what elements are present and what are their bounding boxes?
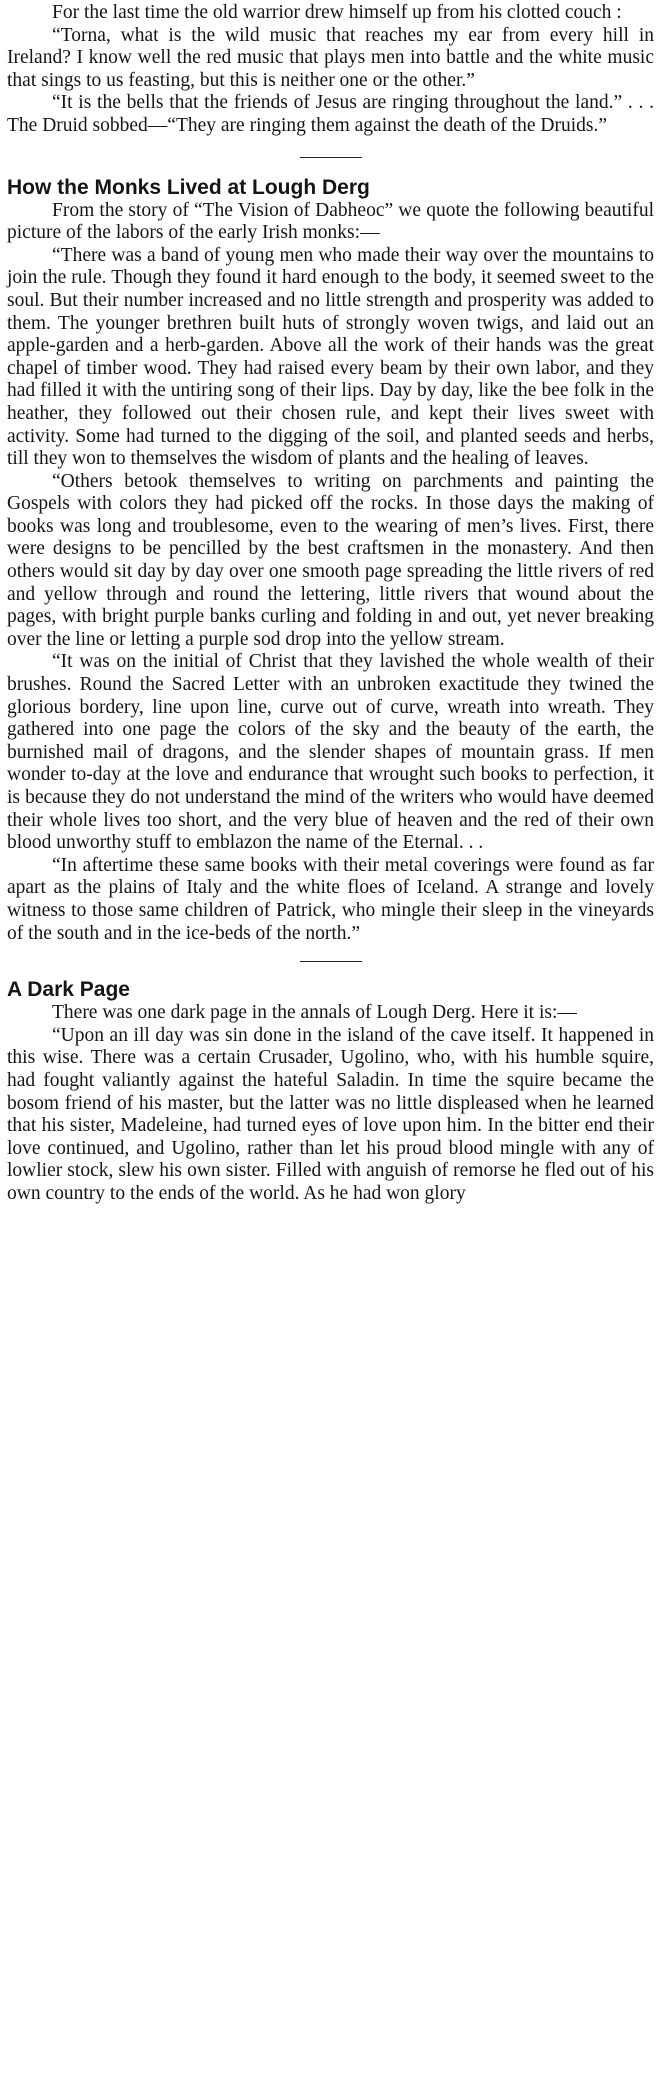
dark-paragraph-2: “Upon an ill day was sin done in the island of the cave itself. It happened in this wise. There was a certain Crusader, Ugolino, who, with his humble squire, had fought valiantly against the hateful Saladin. In time the squire became the bosom friend of his master, but the latter was no little displeased when he learned that his sister, Madeleine, had turned eyes of love upon him. In the bitter end their love continued, and Ugolino, rather than let his proud blood mingle with any of lowlier stock, slew his own sister. Filled with anguish of remorse he fled out of his own country to the ends of the world. As he had won glory (7, 1024, 654, 1204)
section-heading-monks: How the Monks Lived at Lough Derg (7, 175, 370, 199)
dark-page-section (7, 978, 654, 1205)
monks-paragraph-1: From the story of “The Vision of Dabheoc” we quote the following beautiful picture of the labors of the early Irish monks:— (7, 199, 654, 244)
monks-paragraph-5: “In aftertime these same books with their metal coverings were found as far apart as the plains of Italy and the white floes of Iceland. A strange and lovely witness to those same children of Patrick, who mingle their sleep in the vineyards of the south and in the ice-beds of the north.” (7, 854, 654, 944)
monks-paragraph-4: “It was on the initial of Christ that they lavished the whole wealth of their brushes. Round the Sacred Letter with an unbroken exactitude they twined the glorious bordery, line upon line, curve out of curve, wreath into wreath. They gathered into one page the colors of the sky and the beauty of the earth, the burnished mail of dragons, and the slender shapes of mountain grass. If men wonder to-day at the love and endurance that wrought such books to perfection, it is because they do not understand the mind of the writers who would have deemed their whole lives too short, and the very blue of heaven and the red of their own blood unworthy stuff to emblazon the name of the Eternal. . . (7, 651, 654, 854)
intro-paragraph-1: For the last time the old warrior drew himself up from his clotted couch : (52, 2, 622, 23)
intro-paragraph-2: “Torna, what is the wild music that reaches my ear from every hill in Ireland? I know well the red music that plays men into battle and the white music that sings to us feasting, but this is neither one or the other.” (7, 24, 654, 91)
monks-section (7, 176, 654, 946)
section-divider (300, 157, 362, 158)
intro-paragraph-3: “It is the bells that the friends of Jesus are ringing throughout the land.” . . . The Druid sobbed—“They are ringing them against the death of the Druids.” (7, 92, 654, 136)
monks-paragraph-2: “There was a band of young men who made their way over the mountains to join the rule. Though they found it hard enough to the body, it seemed sweet to the soul. But their number increased and no little strength and prosperity was added to them. The younger brethren built huts of strongly woven twigs, and laid out an apple-garden and a herb-garden. Above all the work of their hands was the great chapel of timber wood. They had raised every beam by their own labor, and they had filled it with the untiring song of their lips. Day by day, like the bee folk in the heather, they followed out their chosen rule, and kept their lives sweet with activity. Some had turned to the digging of the soil, and planted seeds and herbs, till they won to themselves the wisdom of plants and the healing of leaves. (7, 244, 654, 470)
monks-paragraph-3: “Others betook themselves to writing on parchments and painting the Gospels with colors they had picked off the rocks. In those days the making of books was long and troublesome, even to the wearing of men’s lives. First, there were designs to be pencilled by the best craftsmen in the monastery. And then others would sit day by day over one smooth page spreading the little rivers of red and yellow through and round the lettering, little rivers that wound about the pages, with bright purple banks curling and folding in and out, yet never breaking over the line or letting a purple sod drop into the yellow stream. (7, 470, 654, 650)
dark-paragraph-1: There was one dark page in the annals of Lough Derg. Here it is:— (52, 1002, 577, 1024)
section-heading-dark-page: A Dark Page (7, 978, 130, 1002)
section-divider (300, 961, 362, 962)
intro-section (7, 2, 654, 138)
